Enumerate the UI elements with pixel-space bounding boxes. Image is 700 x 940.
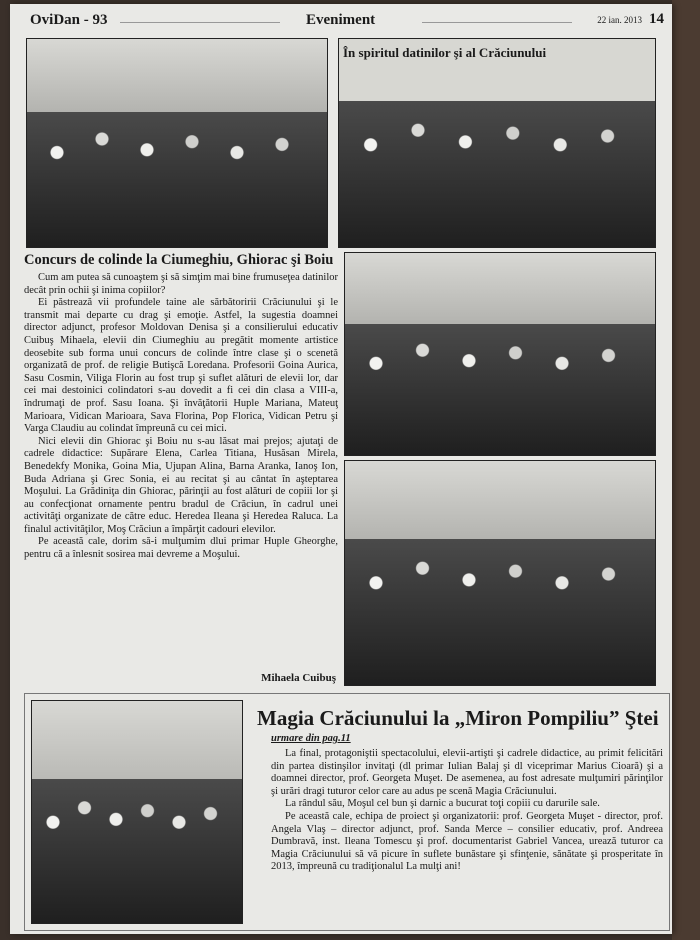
boxed-article bbox=[24, 693, 670, 931]
page-header bbox=[24, 12, 664, 34]
publication-name: OviDan - 93 bbox=[30, 12, 108, 28]
photo-guitar-performance bbox=[31, 700, 243, 924]
boxed-article-body bbox=[271, 748, 663, 874]
boxed-paragraph: La rândul său, Moşul cel bun şi darnic a bucurat toţi copiii cu darurile sale. bbox=[285, 798, 600, 810]
article-title: Concurs de colinde la Ciumeghiu, Ghiorac şi Boiu bbox=[24, 252, 334, 268]
background-edge bbox=[672, 0, 700, 940]
header-rule-right bbox=[422, 22, 572, 23]
photo-caption: În spiritul datinilor şi al Crăciunului bbox=[343, 45, 547, 60]
article-author: Mihaela Cuibuş bbox=[261, 672, 336, 684]
boxed-article-title: Magia Crăciunului la „Miron Pompiliu” Ştei bbox=[257, 706, 659, 730]
continuation-note: urmare din pag.11 bbox=[271, 733, 351, 744]
article-body bbox=[24, 272, 338, 562]
photo-students-stage bbox=[26, 38, 328, 248]
article-paragraph: Ei păstrează vii profundele taine ale sărbătoririi Crăciunului şi le transmit mai departe cu drag şi emoţie. Astfel, la sugestia doamnei director adjunct, profesor Moldovan Denisa şi a consilierului educativ Cuibuş Mihaela, elevii din Ciumeghiu au pregătit momente artistice deosebite sub forma unui concurs de colinde între clase şi o scenetă organizată de prof. de religie Butişcă Loredana. Profesorii Goina Aurica, Sasu Cosmin, Viliga Florin au fost trup şi suflet alături de elevii lor, dar cei mai destoinici colindatori s-au dovedit a fi cei din clasa a VIII-a, îndrumaţi de prof. Sasu Ioana. Şi învăţătorii Huple Mariana, Mateuţ Marioara, Vidican Marioara, Sava Florina, Pop Florica, Vidican Petru şi Varga Claudiu au colindat împreună cu cei mici. bbox=[24, 297, 338, 435]
photo-classroom-carols bbox=[344, 252, 656, 456]
boxed-paragraph: La final, protagoniştii spectacolului, elevii-artişti şi cadrele didactice, au primit felicitări din partea distinşilor invitaţi (dl primar Iulian Balaj şi dl viceprimar Marius Cioară) şi a doamnei director, prof. Georgeta Muşet. De asemenea, au fost adresate mulţumiri părinţilor şi urări dragi tuturor celor care au adus pe scenă Magia Crăciunului. bbox=[271, 748, 663, 797]
article-paragraph: Nici elevii din Ghiorac şi Boiu nu s-au lăsat mai prejos; ajutaţi de cadrele didactice: Supărare Elena, Carlea Titiana, Husăsan Mirela, Benedekfy Monika, Goina Mia, Ujupan Alina, Barna Aranka, Ianoş Ion, Buda Adriana şi Grec Sonia, ei au recitat şi au cântat în aşteptarea Moşului. La Grădiniţa din Ghiorac, părinţii au fost alături de copiii lor şi au confecţionat ornamente pentru bradul de Crăciun, în cadrul unei activităţi organizate de către educ. Heredea Ileana şi Heredea Raluca. La finalul activităţilor, Moş Crăciun a împărţit cadouri elevilor. bbox=[24, 435, 338, 535]
article-paragraph: Cum am putea să cunoaştem şi să simţim mai bine frumuseţea datinilor decât prin ochii şi inima copiilor? bbox=[24, 272, 338, 296]
header-rule-left bbox=[120, 22, 280, 23]
page-number: 14 bbox=[649, 11, 664, 27]
photo-choir-drum bbox=[344, 460, 656, 686]
newspaper-page bbox=[10, 4, 672, 934]
section-name: Eveniment bbox=[306, 12, 376, 28]
boxed-paragraph: Pe această cale, echipa de proiect şi organizatorii: prof. Georgeta Muşet - director, prof. Angela Vlaş – director adjunct, prof. Sanda Merce – consilier educativ, prof. Andreea Dumbravă, inst. Ileana Tomescu şi prof. documentarist Gabriel Vancea, urează tuturor ca Magia Crăciunului să vă picure în suflete bunăstare şi sfinţenie, sănătate şi prosperitate în 2013, împreună cu tradiţionalul La mulţi ani! bbox=[271, 810, 663, 873]
photo-carolers-group bbox=[338, 38, 656, 248]
article-paragraph: Pe această cale, dorim să-i mulţumim dlui primar Huple Gheorghe, pentru că a înlesnit sosirea mai devreme a Moşului. bbox=[24, 536, 338, 561]
issue-date: 22 ian. 2013 bbox=[597, 15, 642, 25]
